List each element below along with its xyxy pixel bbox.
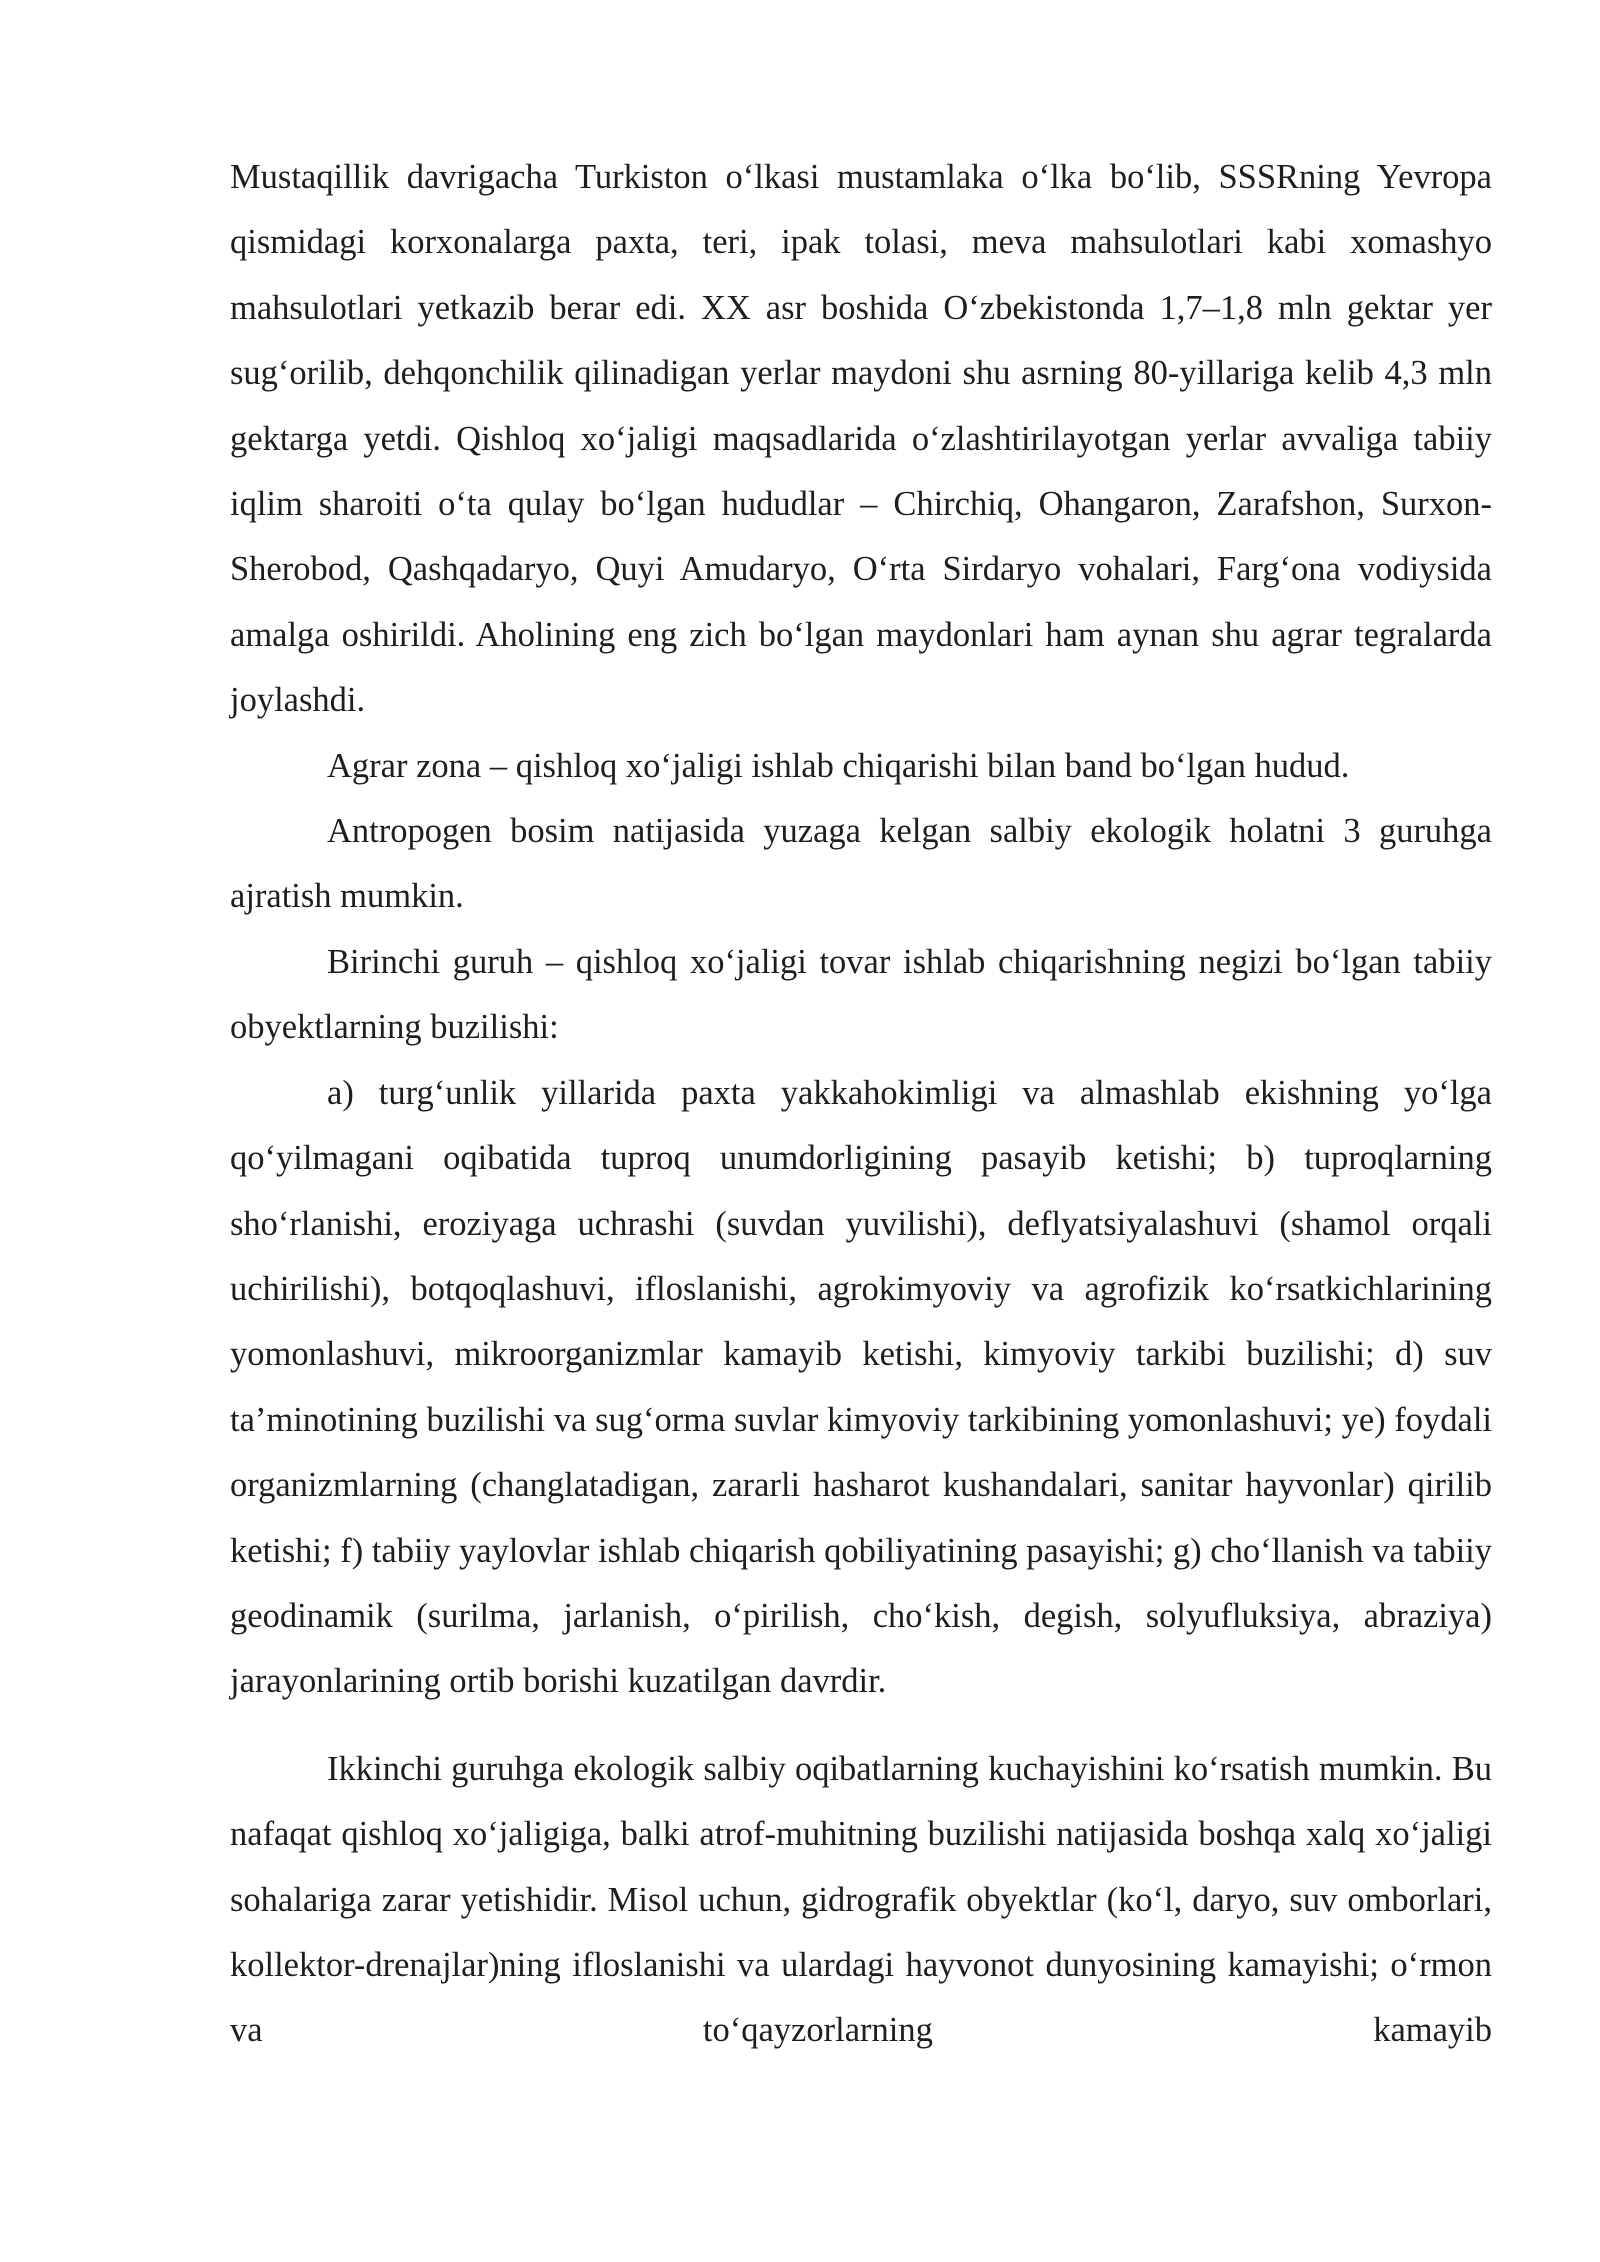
- paragraph-first-group: Birinchi guruh – qishloq xo‘jaligi tovar ishlab chiqarishning negizi bo‘lgan tabiiy obyektlarning buzilishi:: [230, 942, 1492, 1047]
- document-page: [230, 145, 1492, 2064]
- paragraph-first-group-list: a) turg‘unlik yillarida paxta yakkahokimligi va almashlab ekishning yo‘lga qo‘yilmagani oqibatida tuproq unumdorligining pasayib ketishi; b) tuproqlarning sho‘rlanishi, eroziyaga uchrashi (suvdan yuvilishi), deflyatsiyalashuvi (shamol orqali uchirilishi), botqoqlashuvi, ifloslanishi, agrokimyoviy va agrofizik ko‘rsatkichlarining yomonlashuvi, mikroorganizmlar kamayib ketishi, kimyoviy tarkibi buzilishi; d) suv ta’minotining buzilishi va sug‘orma suvlar kimyoviy tarkibining yomonlashuvi; ye) foydali organizmlarning (changlatadigan, zararli hasharot kushandalari, sanitar hayvonlar) qirilib ketishi; f) tabiiy yaylovlar ishlab chiqarish qobiliyatining pasayishi; g) cho‘llanish va tabiiy geodinamik (surilma, jarlanish, o‘pirilish, cho‘kish, degish, solyufluksiya, abraziya) jarayonlarining ortib borishi kuzatilgan davrdir.: [230, 1073, 1492, 1701]
- paragraph-second-group: Ikkinchi guruhga ekologik salbiy oqibatlarning kuchayishini ko‘rsatish mumkin. Bu nafaqat qishloq xo‘jaligiga, balki atrof-muhitning buzilishi natijasida boshqa xalq xo‘jaligi sohalariga zarar yetishidir. Misol uchun, gidrografik obyektlar (ko‘l, daryo, suv omborlari, kollektor-drenajlar)ning ifloslanishi va ulardagi hayvonot dunyosining kamayishi; o‘rmon va to‘qayzorlarning kamayib: [230, 1749, 1492, 2050]
- paragraph-colonial-period: Mustaqillik davrigacha Turkiston o‘lkasi mustamlaka o‘lka bo‘lib, SSSRning Yevropa qismidagi korxonalarga paxta, teri, ipak tolasi, meva mahsulotlari kabi xomashyo mahsulotlari yetkazib berar edi. XX asr boshida O‘zbekistonda 1,7–1,8 mln gektar yer sug‘orilib, dehqonchilik qilinadigan yerlar maydoni shu asrning 80-yillariga kelib 4,3 mln gektarga yetdi. Qishloq xo‘jaligi maqsadlarida o‘zlashtirilayotgan yerlar avvaliga tabiiy iqlim sharoiti o‘ta qulay bo‘lgan hududlar – Chirchiq, Ohangaron, Zarafshon, Surxon-Sherobod, Qashqadaryo, Quyi Amudaryo, O‘rta Sirdaryo vohalari, Farg‘ona vodiysida amalga oshirildi. Aholining eng zich bo‘lgan maydonlari ham aynan shu agrar tegralarda joylashdi.: [230, 158, 1492, 720]
- paragraph-agrar-zona-definition: Agrar zona – qishloq xo‘jaligi ishlab chiqarishi bilan band bo‘lgan hudud.: [327, 746, 1350, 785]
- paragraph-anthropogenic-pressure: Antropogen bosim natijasida yuzaga kelgan salbiy ekologik holatni 3 guruhga ajratish mumkin.: [230, 812, 1492, 916]
